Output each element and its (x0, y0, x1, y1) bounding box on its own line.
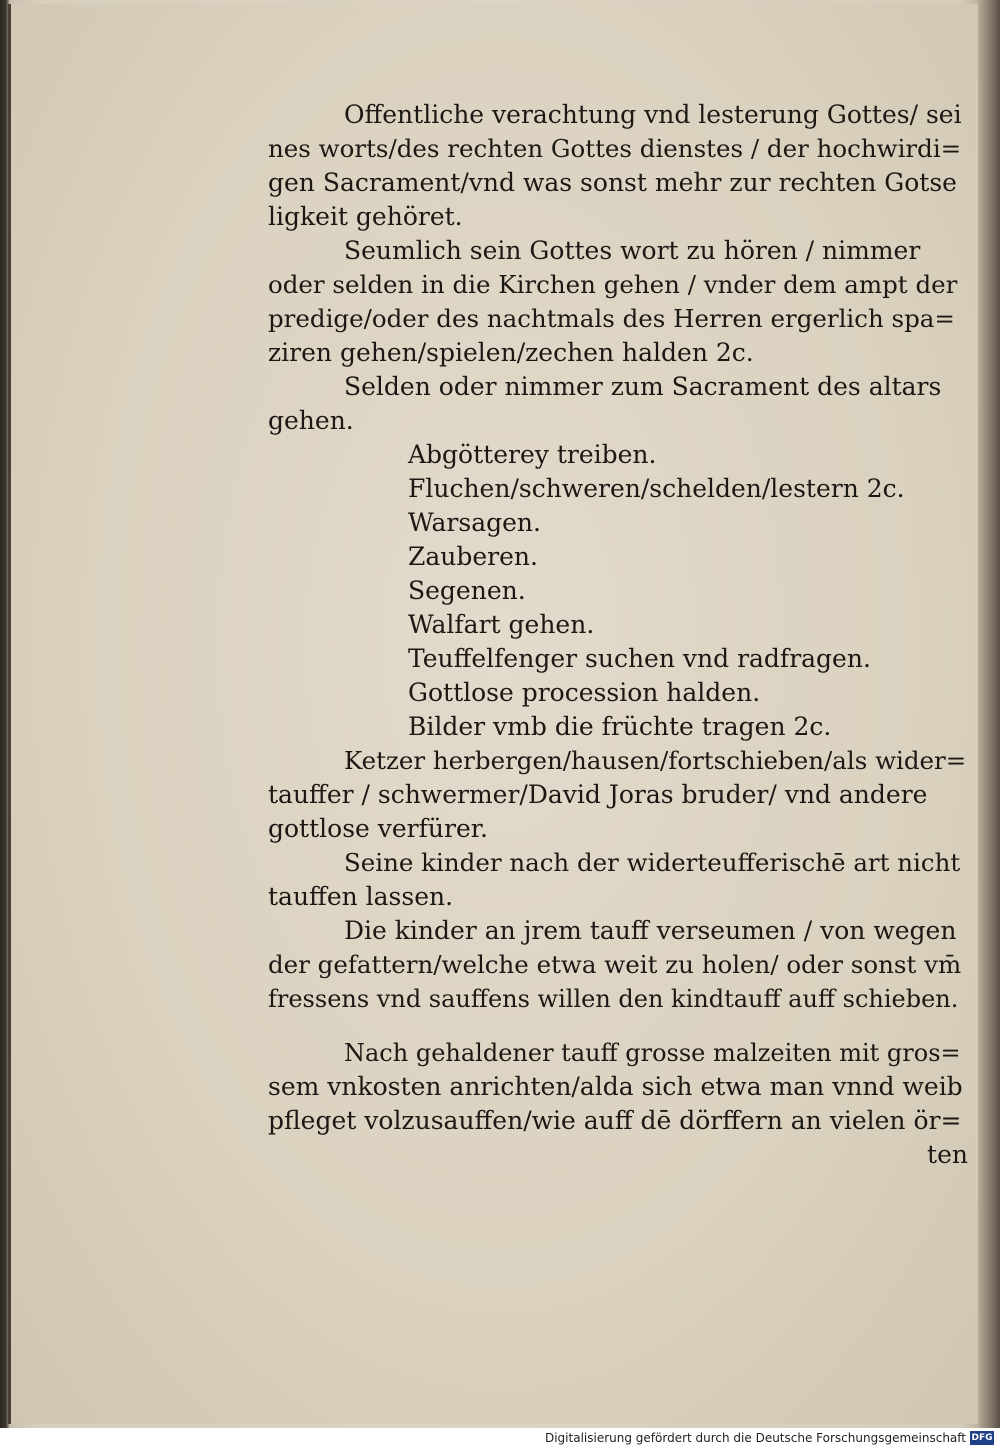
list-item: Zauberen. (408, 542, 538, 571)
text-line: Die kinder an jrem tauff verseumen / von wegen (344, 916, 957, 945)
footer-credit: Digitalisierung gefördert durch die Deutsche Forschungsgemeinschaft (544, 1431, 966, 1445)
text-line: Ketzer herbergen/hausen/fortschieben/als wider= (344, 746, 967, 775)
page-text (268, 98, 968, 1172)
text-line: gehen. (268, 406, 354, 435)
list-item: Gottlose procession halden. (408, 678, 761, 707)
text-line: tauffen lassen. (268, 882, 454, 911)
list-item: Fluchen/schweren/schelden/lestern 2c. (408, 474, 905, 503)
list-item: Teuffelfenger suchen vnd radfragen. (408, 644, 871, 673)
text-line: Offentliche verachtung vnd lesterung Gottes/ sei (344, 100, 962, 129)
text-line: nes worts/des rechten Gottes dienstes / der hochwirdi= (268, 134, 962, 163)
text-line: der gefattern/welche etwa weit zu holen/ oder sonst vm̄ (268, 950, 962, 979)
text-line: Selden oder nimmer zum Sacrament des altars (344, 372, 942, 401)
text-line: Seine kinder nach der widerteufferischē art nicht (344, 848, 961, 877)
text-line: oder selden in die Kirchen gehen / vnder dem ampt der (268, 270, 958, 299)
text-line: pfleget volzusauffen/wie auff dē dörffern an vielen ör= (268, 1106, 962, 1135)
text-line: predige/oder des nachtmals des Herren ergerlich spa= (268, 304, 955, 333)
text-line: Seumlich sein Gottes wort zu hören / nimmer (344, 236, 921, 265)
book-spine-edge (978, 0, 1000, 1428)
list-item: Warsagen. (408, 508, 541, 537)
list-item: Bilder vmb die früchte tragen 2c. (408, 712, 832, 741)
paragraph-gap (268, 1016, 968, 1036)
list-item: Abgötterey treiben. (408, 440, 657, 469)
text-line: ligkeit gehöret. (268, 202, 463, 231)
footer-bar (0, 1428, 1000, 1449)
text-line: tauffer / schwermer/David Joras bruder/ vnd andere (268, 780, 928, 809)
catchword: ten (927, 1140, 968, 1169)
text-line: gottlose verfürer. (268, 814, 488, 843)
list-item: Segenen. (408, 576, 526, 605)
list-item: Walfart gehen. (408, 610, 595, 639)
text-line: sem vnkosten anrichten/alda sich etwa man vnnd weib (268, 1072, 963, 1101)
dfg-logo: DFG (971, 1433, 993, 1443)
text-line: ziren gehen/spielen/zechen halden 2c. (268, 338, 754, 367)
text-line: gen Sacrament/vnd was sonst mehr zur rechten Gotse (268, 168, 957, 197)
text-line: Nach gehaldener tauff grosse malzeiten mit gros= (344, 1039, 961, 1067)
text-line: fressens vnd sauffens willen den kindtauff auff schieben. (268, 985, 959, 1013)
